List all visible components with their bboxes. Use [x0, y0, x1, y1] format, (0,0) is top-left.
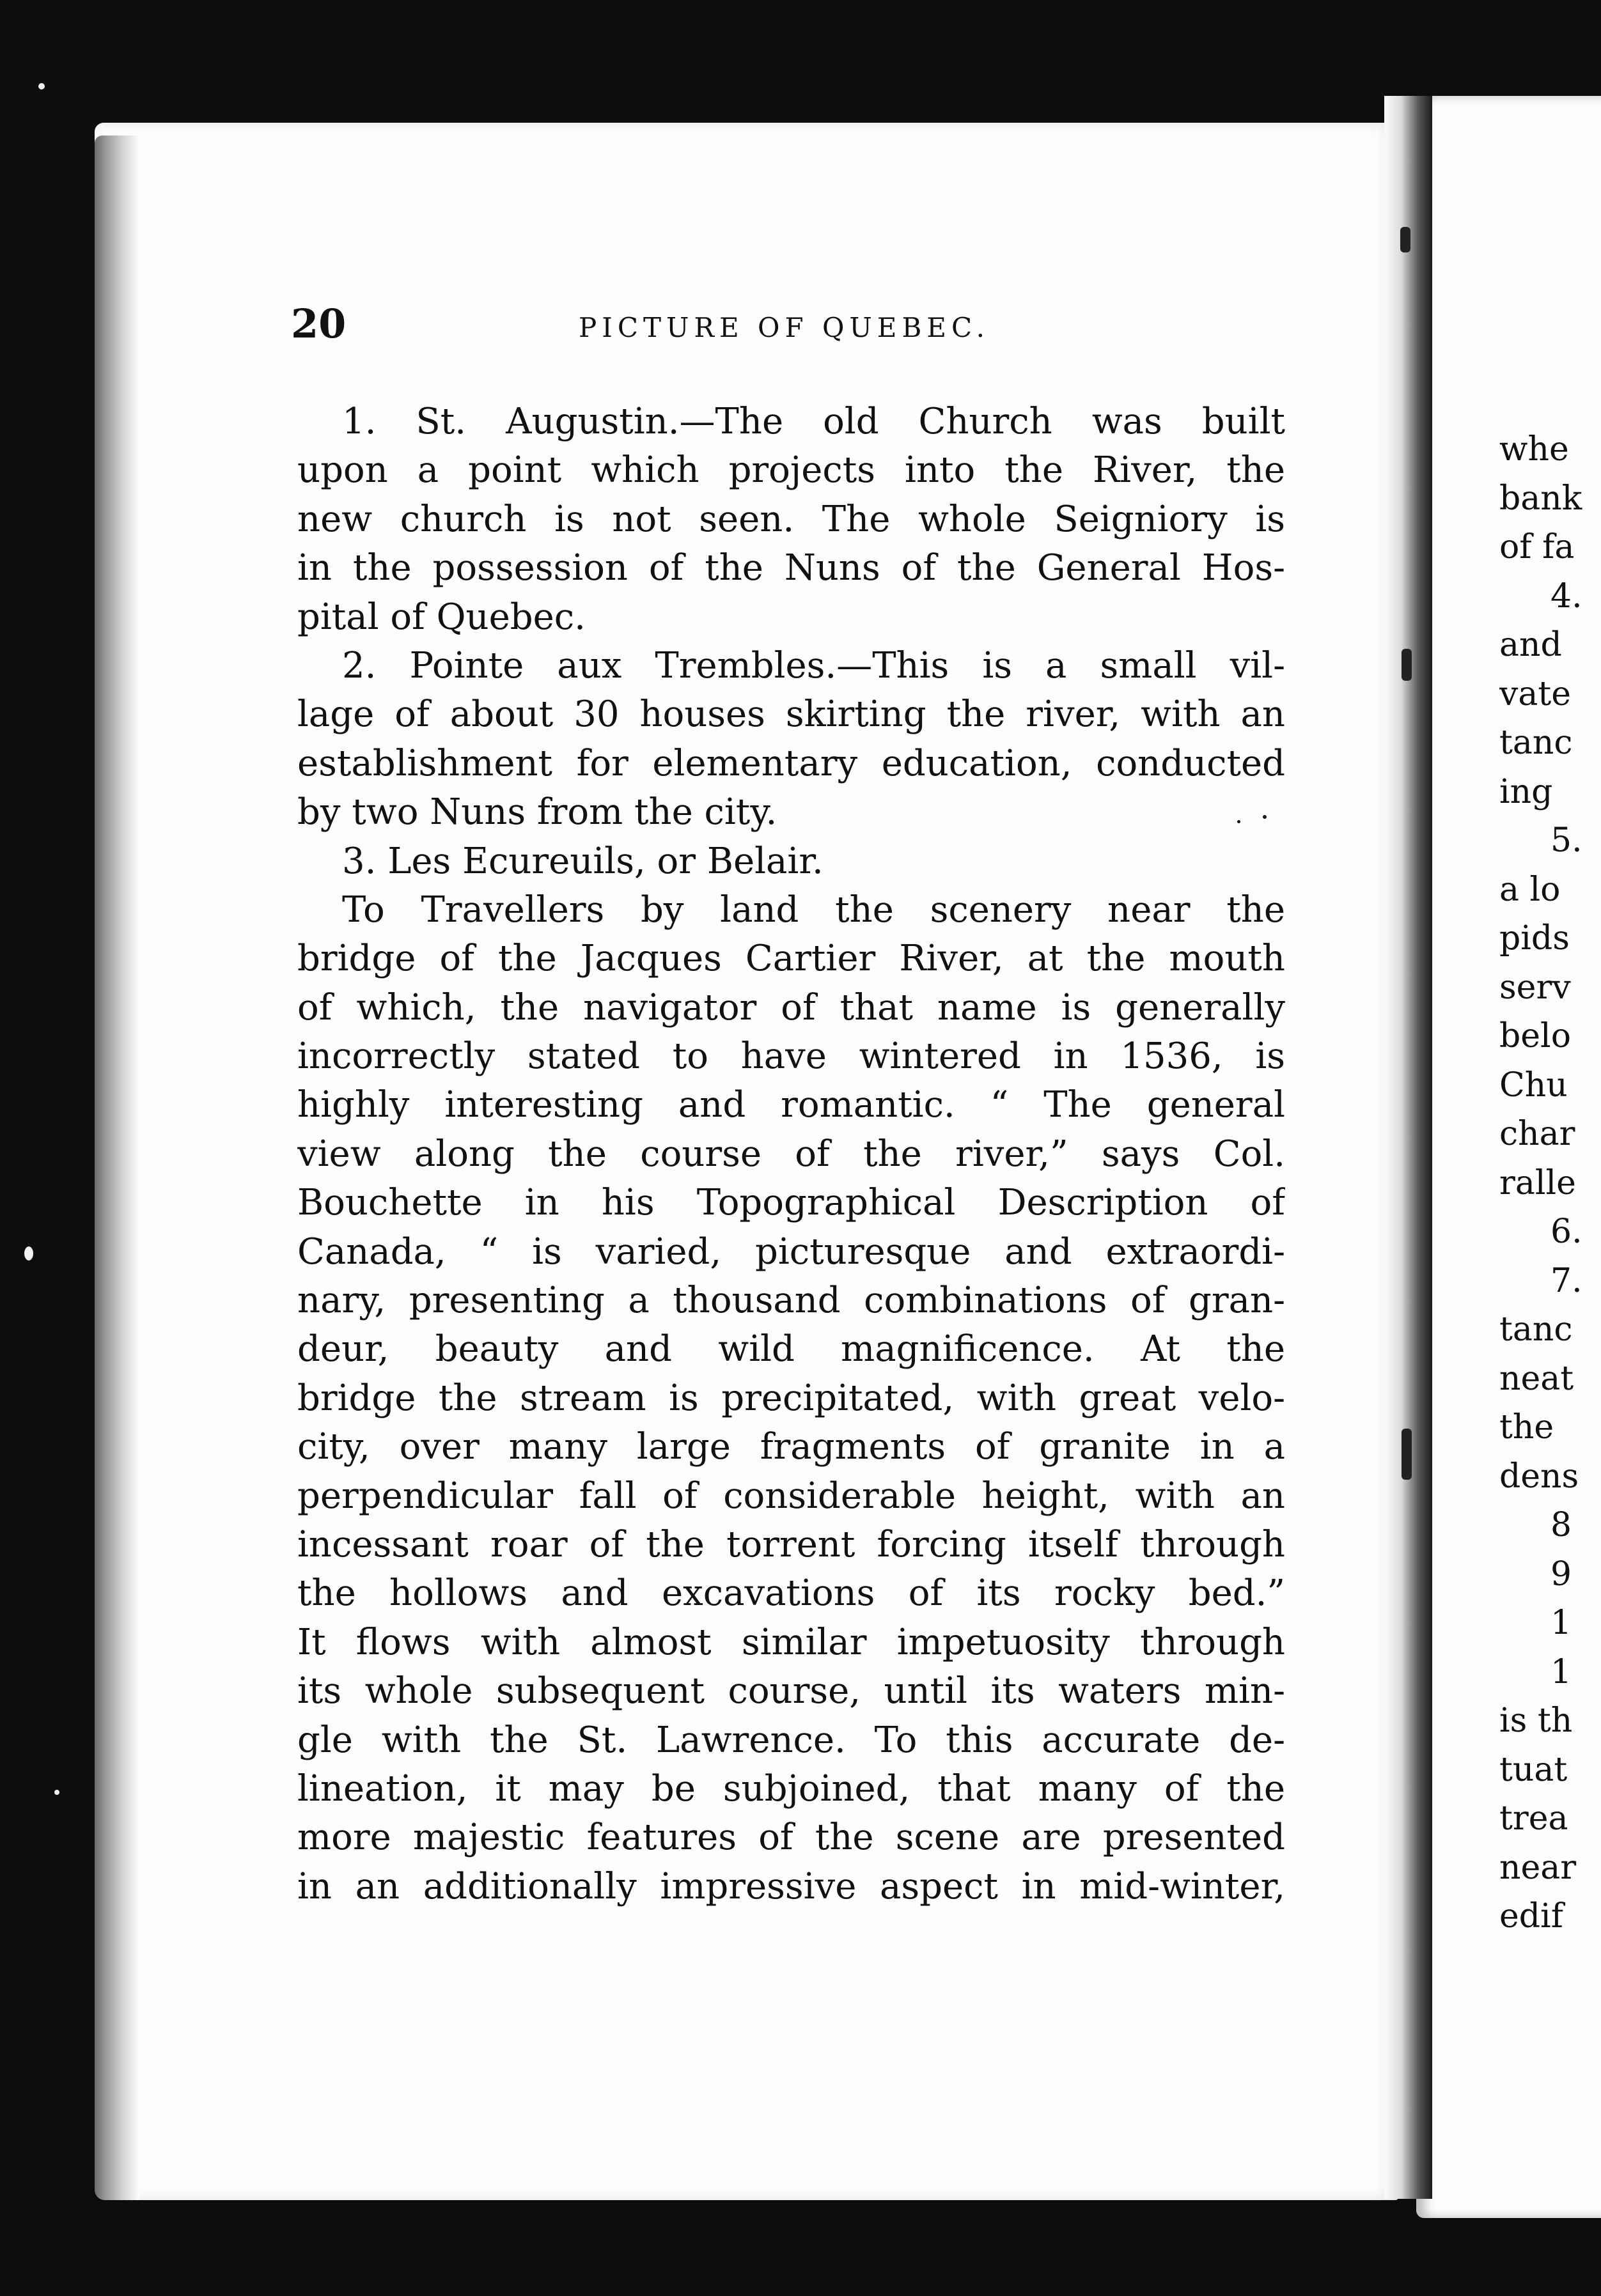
right-line: near [1499, 1848, 1577, 1887]
page-edge [95, 136, 139, 2200]
right-line: 5. [1550, 821, 1582, 860]
right-line: Chu [1499, 1066, 1568, 1105]
right-line: 1 [1550, 1652, 1572, 1691]
text-line: It flows with almost similar impetuosity through [297, 1621, 1285, 1663]
right-line: trea [1499, 1799, 1568, 1838]
right-line: neat [1499, 1359, 1574, 1398]
text-line: To Travellers by land the scenery near the [342, 888, 1285, 931]
text-line: perpendicular fall of considerable height, with an [297, 1475, 1285, 1517]
text-line: of which, the navigator of that name is generally [297, 986, 1285, 1028]
running-head: PICTURE OF QUEBEC. [579, 312, 990, 343]
text-line: in the possession of the Nuns of the General Hos- [297, 547, 1285, 589]
scan-speck [54, 1790, 59, 1795]
right-line: 7. [1550, 1261, 1582, 1300]
right-line: tuat [1499, 1750, 1568, 1789]
text-line: city, over many large fragments of granite in a [297, 1426, 1285, 1468]
text-line: upon a point which projects into the River, the [297, 449, 1285, 492]
right-line: pids [1499, 919, 1570, 958]
text-line: incorrectly stated to have wintered in 1536, is [297, 1036, 1285, 1078]
right-line: dens [1499, 1457, 1579, 1496]
scan-speck [24, 1246, 33, 1260]
ink-speck [1263, 815, 1267, 819]
text-line: more majestic features of the scene are presented [297, 1817, 1285, 1859]
right-line: tanc [1499, 724, 1573, 762]
right-line: edif [1499, 1897, 1563, 1935]
text-line: bridge of the Jacques Cartier River, at the mouth [297, 938, 1285, 980]
right-line: of fa [1499, 528, 1575, 566]
right-line: tanc [1499, 1310, 1573, 1349]
text-line: new church is not seen. The whole Seigniory is [297, 498, 1285, 540]
scan-speck [38, 83, 45, 89]
right-line: 6. [1550, 1213, 1582, 1251]
text-line: its whole subsequent course, until its waters min- [297, 1670, 1285, 1712]
text-line: 3. Les Ecureuils, or Belair. [342, 840, 824, 882]
text-line: Bouchette in his Topographical Description of [297, 1182, 1285, 1224]
text-line: nary, presenting a thousand combinations of gran- [297, 1280, 1285, 1322]
right-line: vate [1499, 674, 1572, 713]
text-line: gle with the St. Lawrence. To this accurate de- [297, 1719, 1285, 1761]
text-line: incessant roar of the torrent forcing itself through [297, 1523, 1285, 1565]
right-line: is th [1499, 1702, 1573, 1740]
right-line: and [1499, 626, 1562, 664]
ink-speck [1237, 820, 1240, 823]
text-line: lage of about 30 houses skirting the river, with an [297, 694, 1285, 736]
text-line: pital of Quebec. [297, 596, 586, 638]
text-line: by two Nuns from the city. [297, 791, 777, 834]
book-gutter [1384, 96, 1432, 2199]
right-line: char [1499, 1115, 1575, 1153]
text-line: 1. St. Augustin.—The old Church was built [342, 401, 1285, 442]
right-line: ralle [1499, 1163, 1576, 1202]
text-line: 2. Pointe aux Trembles.—This is a small vil- [342, 644, 1285, 686]
right-page-text [1499, 425, 1601, 1941]
page-body [297, 398, 1285, 1911]
right-line: ing [1499, 772, 1553, 811]
right-line: whe [1499, 430, 1569, 469]
right-line: a lo [1499, 870, 1561, 909]
text-line: highly interesting and romantic. “ The general [297, 1084, 1285, 1126]
gutter-mark [1402, 1429, 1412, 1480]
text-line: view along the course of the river,” says Col. [297, 1133, 1285, 1175]
page-number: 20 [291, 300, 347, 347]
right-line: bank [1499, 479, 1582, 518]
text-line: in an additionally impressive aspect in mid-winter, [297, 1865, 1285, 1907]
right-line: the [1499, 1408, 1554, 1447]
gutter-mark [1400, 227, 1410, 252]
text-line: lineation, it may be subjoined, that many of the [297, 1767, 1285, 1810]
right-line: 8 [1550, 1506, 1572, 1544]
text-line: bridge the stream is precipitated, with great velo- [297, 1377, 1285, 1419]
text-line: establishment for elementary education, conducted [297, 742, 1285, 784]
right-line: 9 [1550, 1555, 1572, 1594]
right-line: serv [1499, 968, 1571, 1007]
text-line: Canada, “ is varied, picturesque and extraordi- [297, 1230, 1285, 1273]
right-line: 4. [1550, 577, 1582, 616]
gutter-mark [1402, 649, 1412, 681]
right-line: 1 [1550, 1604, 1572, 1642]
text-line: deur, beauty and wild magnificence. At the [297, 1328, 1285, 1370]
text-line: the hollows and excavations of its rocky bed.” [297, 1572, 1285, 1615]
right-line: belo [1499, 1017, 1571, 1055]
